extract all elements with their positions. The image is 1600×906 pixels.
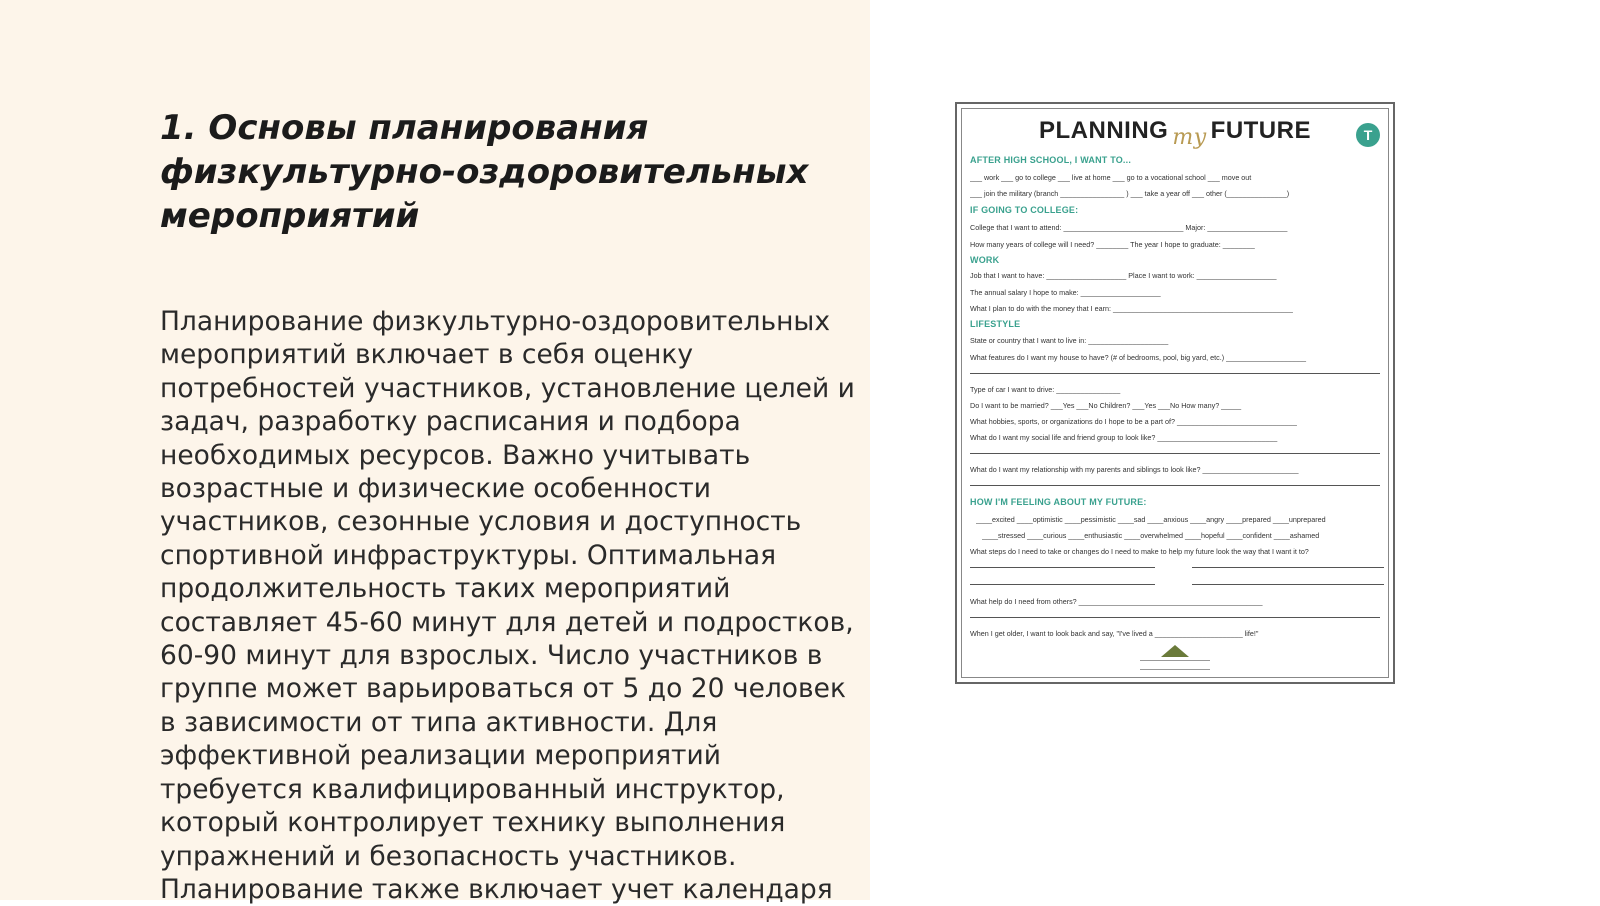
worksheet-title-left: PLANNING	[1039, 117, 1169, 144]
body-line: упражнений и безопасность участников.	[160, 840, 737, 872]
worksheet-border	[961, 108, 1389, 678]
body-line: потребностей участников, установление целей и	[160, 372, 855, 404]
body-line: который контролирует технику выполнения	[160, 807, 786, 839]
worksheet-line: The annual salary I hope to make: ____________________	[970, 288, 1161, 297]
answer-rule	[970, 617, 1380, 618]
worksheet-line: What do I want my relationship with my parents and siblings to look like? ________________________	[970, 465, 1299, 474]
body-line: эффективной реализации мероприятий	[160, 740, 721, 772]
worksheet-line: Job that I want to have: ____________________ Place I want to work: ____________________	[970, 271, 1277, 280]
body-line: возрастные и физические особенности	[160, 473, 712, 505]
title-line: физкультурно-оздоровительных	[160, 152, 809, 192]
worksheet-line: ___ join the military (branch ________________ ) ___ take a year off ___ other (_______________)	[970, 189, 1290, 198]
body-line: Планирование физкультурно-оздоровительных	[160, 306, 831, 337]
worksheet-title-right: FUTURE	[1210, 117, 1311, 144]
section-after-high-school: AFTER HIGH SCHOOL, I WANT TO...	[970, 155, 1132, 165]
body-line: участников, сезонные условия и доступность	[160, 506, 802, 538]
planning-future-worksheet-image	[955, 102, 1395, 684]
worksheet-line: Do I want to be married? ___Yes ___No Children? ___Yes ___No How many? _____	[970, 401, 1242, 410]
title-line: мероприятий	[160, 196, 420, 236]
section-work: WORK	[970, 255, 1000, 265]
worksheet-line: When I get older, I want to look back and say, "I've lived a ______________________ life!"	[970, 629, 1259, 638]
worksheet-line: What I plan to do with the money that I earn: _____________________________________________	[970, 304, 1293, 313]
worksheet-line: What steps do I need to take or changes do I need to make to help my future look the way that I want it to?	[970, 547, 1309, 556]
tree-icon	[1161, 645, 1189, 657]
section-college: IF GOING TO COLLEGE:	[970, 205, 1079, 215]
body-line: в зависимости от типа активности. Для	[160, 706, 718, 738]
body-line: Планирование также включает учет календаря	[160, 873, 833, 905]
footer-text-lines	[1140, 660, 1210, 670]
body-line: спортивной инфраструктуры. Оптимальная	[160, 539, 777, 571]
worksheet-line: ____excited ____optimistic ____pessimistic ____sad ____anxious ____angry ____prepared ____unprepared	[976, 515, 1326, 524]
worksheet-footer-logo	[1135, 645, 1215, 671]
worksheet-line: College that I want to attend: ______________________________ Major: ____________________	[970, 223, 1288, 232]
answer-rule	[970, 567, 1155, 568]
answer-rule	[970, 584, 1155, 585]
logo-icon: T	[1356, 123, 1380, 147]
answer-rule	[1192, 567, 1384, 568]
slide-body-text	[160, 305, 855, 906]
answer-rule	[970, 453, 1380, 454]
worksheet-line: What hobbies, sports, or organizations do I hope to be a part of? ______________________________	[970, 417, 1297, 426]
body-line: продолжительность таких мероприятий	[160, 573, 731, 605]
worksheet-line: What do I want my social life and friend group to look like? ______________________________	[970, 433, 1278, 442]
worksheet-line: ___ work ___ go to college ___ live at home ___ go to a vocational school ___ move out	[970, 173, 1252, 182]
worksheet-title-script: my	[1172, 125, 1207, 150]
section-feeling: HOW I'M FEELING ABOUT MY FUTURE:	[970, 497, 1147, 507]
answer-rule	[970, 485, 1380, 486]
body-line: требуется квалифицированный инструктор,	[160, 773, 785, 805]
body-line: мероприятий включает в себя оценку	[160, 339, 694, 371]
body-line: группе может варьироваться от 5 до 20 человек	[160, 673, 846, 705]
worksheet-line: ____stressed ____curious ____enthusiastic ____overwhelmed ____hopeful ____confident ____ashamed	[982, 531, 1320, 540]
worksheet-line: How many years of college will I need? ________ The year I hope to graduate: ________	[970, 240, 1255, 249]
slide-title	[160, 106, 840, 238]
answer-rule	[1192, 584, 1384, 585]
section-lifestyle: LIFESTYLE	[970, 319, 1021, 329]
body-line: 60-90 минут для взрослых. Число участников в	[160, 640, 823, 672]
body-line: составляет 45-60 минут для детей и подростков,	[160, 606, 854, 638]
title-line: 1. Основы планирования	[160, 108, 649, 148]
body-line: необходимых ресурсов. Важно учитывать	[160, 439, 751, 471]
worksheet-line: Type of car I want to drive: ________________	[970, 385, 1121, 394]
worksheet-title	[962, 117, 1388, 150]
worksheet-line: State or country that I want to live in: ____________________	[970, 336, 1169, 345]
body-line: задач, разработку расписания и подбора	[160, 406, 741, 438]
worksheet-line: What features do I want my house to have? (# of bedrooms, pool, big yard, etc.) ____________________	[970, 353, 1307, 362]
answer-rule	[970, 373, 1380, 374]
worksheet-line: What help do I need from others? ______________________________________________	[970, 597, 1263, 606]
